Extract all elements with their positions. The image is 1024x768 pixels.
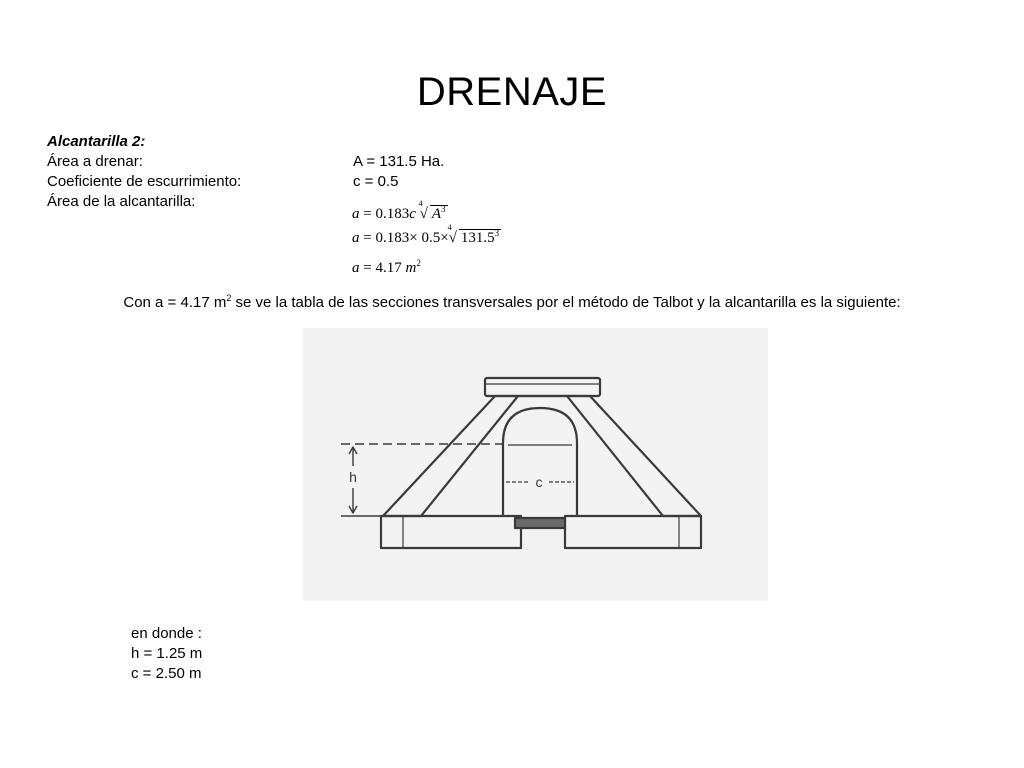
row-area — [47, 152, 547, 172]
page-title: DRENAJE — [416, 70, 608, 114]
row-label: Coeficiente de escurrimiento: — [47, 173, 242, 190]
formula-lhs: a — [352, 230, 360, 246]
radicand-var: A — [431, 206, 442, 222]
note-h: h = 1.25 m — [131, 645, 203, 662]
formula-c-value: 0.5 — [421, 230, 441, 246]
formula-general — [352, 199, 448, 223]
right-wing-wall — [567, 396, 701, 516]
formula-value: 4.17 — [375, 260, 402, 276]
radicand — [459, 229, 501, 246]
invert-slab — [515, 518, 565, 528]
radicand-value: 131.5 — [460, 230, 495, 246]
formula-lhs: a — [352, 260, 360, 276]
right-footing — [565, 516, 701, 548]
section-heading: Alcantarilla 2: — [47, 133, 146, 150]
culvert-drawing — [303, 328, 768, 601]
row-value: A = 131.5 Ha. — [353, 153, 445, 170]
note-c: c = 2.50 m — [131, 665, 202, 682]
row-value: c = 0.5 — [353, 173, 399, 190]
unit-exponent: 2 — [416, 258, 421, 268]
root-index: 4 — [418, 199, 423, 208]
left-footing — [381, 516, 521, 548]
formula-substituted — [352, 223, 501, 247]
c-label: c — [535, 474, 543, 490]
h-label: h — [349, 469, 357, 485]
top-cap — [485, 378, 600, 396]
left-wing-wall — [383, 396, 518, 516]
notes-block — [131, 624, 202, 684]
culvert-section — [47, 132, 547, 212]
row-label: Área de la alcantarilla: — [47, 193, 196, 210]
fourth-root: 4 √ 131.5$^3$ — [447, 223, 500, 246]
formula-var-c: c — [409, 206, 416, 222]
fourth-root: 4 √ $A^3$ — [418, 199, 446, 222]
root-index: 4 — [447, 223, 452, 232]
row-label: Área a drenar: — [47, 153, 143, 170]
times-sign: × — [409, 230, 418, 246]
sentence-start: Con a = 4.17 m — [123, 294, 227, 311]
formula-equals: = — [363, 230, 372, 246]
times-sign: × — [440, 230, 449, 246]
formula-unit: m — [405, 260, 417, 276]
radicand-exponent: 3 — [441, 204, 446, 214]
formula-lhs: a — [352, 206, 360, 222]
notes-intro: en donde : — [131, 625, 202, 642]
row-coefficient — [47, 172, 547, 192]
formula-coef: 0.183 — [375, 230, 410, 246]
row-culvert-area — [47, 192, 547, 212]
radicand — [430, 205, 448, 222]
radicand-exponent: 3 — [494, 228, 500, 238]
formula-equals: = — [363, 206, 372, 222]
formula-coef: 0.183 — [375, 206, 410, 222]
sentence-end: se ve la tabla de las secciones transversales por el método de Talbot y la alcantarilla es la siguiente: — [231, 294, 901, 311]
formula-result — [352, 258, 421, 277]
culvert-opening — [503, 408, 577, 516]
culvert-diagram — [303, 328, 768, 601]
formula-equals: = — [363, 260, 372, 276]
sentence-superscript: 2 — [226, 293, 232, 303]
description-sentence — [0, 293, 1024, 311]
